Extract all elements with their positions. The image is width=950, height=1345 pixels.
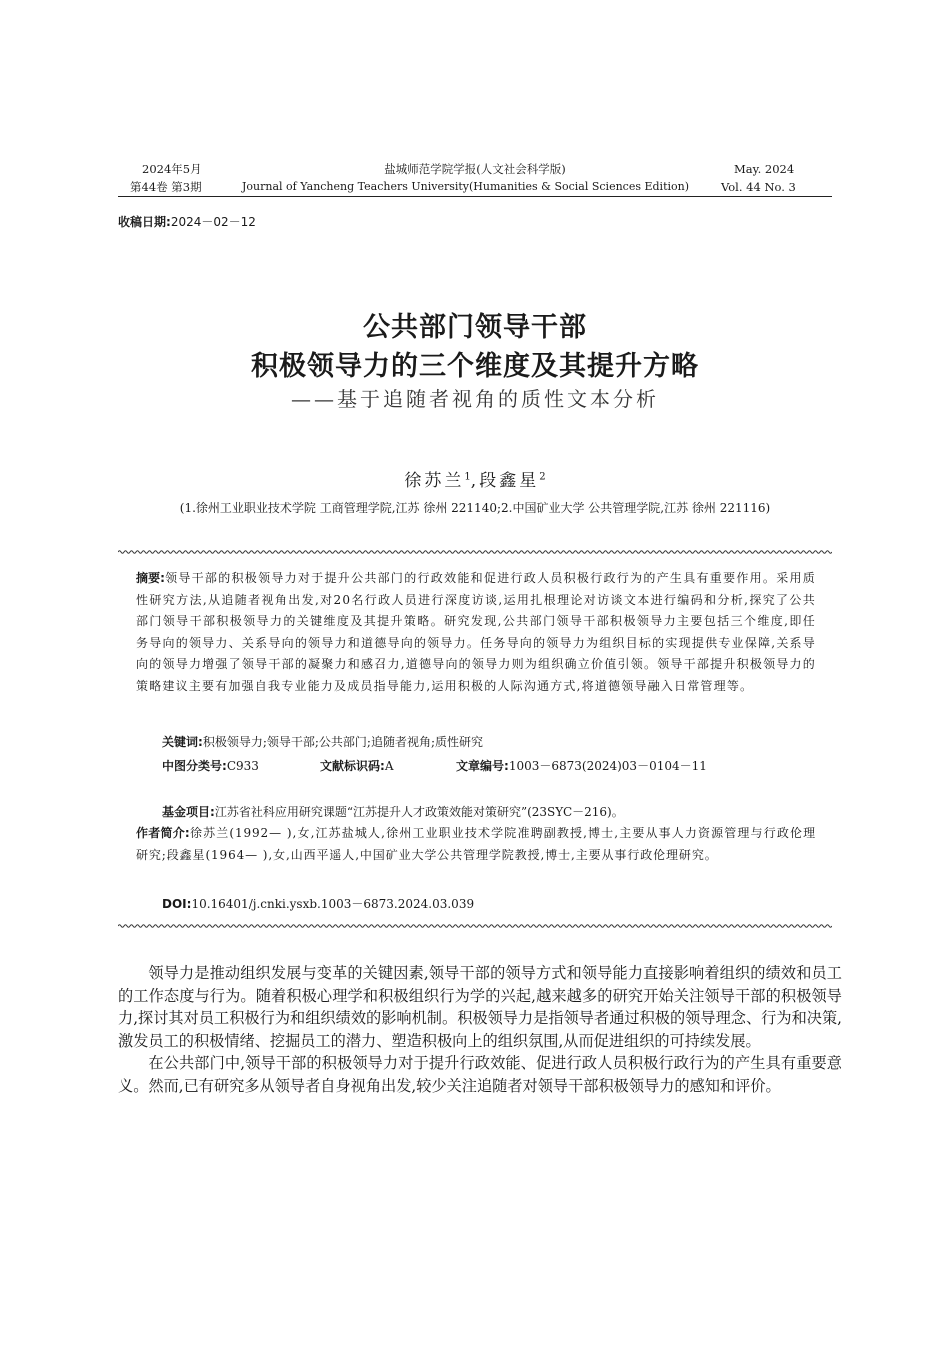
fund-label: 基金项目:: [162, 805, 215, 819]
bio-text: 徐苏兰(1992— ),女,江苏盐城人,徐州工业职业技术学院准聘副教授,博士,主要从事人力资源管理与行政伦理研究;段鑫星(1964— ),女,山西平遥人,中国矿业大学公共管理学院教授,博士,主要从事行政伦理研究。: [136, 826, 816, 862]
header-rule: [118, 196, 832, 197]
subtitle: ——基于追随者视角的质性文本分析: [291, 387, 659, 411]
doi: [162, 895, 474, 912]
article-number: [456, 757, 707, 774]
fund-text: 江苏省社科应用研究课题“江苏提升人才政策效能对策研究”(23SYC－216)。: [214, 805, 624, 819]
author-2-affil-mark: 2: [539, 471, 546, 483]
header-right-volume: Vol. 44 No. 3: [721, 180, 796, 194]
clc-label: 中图分类号:: [162, 759, 227, 773]
title-line-1: 公共部门领导干部: [363, 312, 587, 343]
doc-code-label: 文献标识码:: [320, 759, 385, 773]
article-number-value: 1003－6873(2024)03－0104－11: [508, 759, 707, 773]
authors: [0, 466, 950, 491]
clc-number: [162, 757, 259, 774]
doi-value: 10.16401/j.cnki.ysxb.1003－6873.2024.03.039: [191, 897, 475, 911]
author-bio: [136, 823, 816, 866]
keywords: [162, 733, 483, 750]
affiliation: (1.徐州工业职业技术学院 工商管理学院,江苏 徐州 221140;2.中国矿业大学 公共管理学院,江苏 徐州 221116): [179, 501, 771, 515]
wavy-divider-bottom: [118, 922, 832, 930]
abstract: [136, 568, 816, 698]
received-label: 收稿日期:: [118, 215, 171, 229]
title-line-2: 积极领导力的三个维度及其提升方略: [251, 351, 699, 382]
received-value: 2024－02－12: [170, 215, 256, 229]
fund: [162, 803, 624, 820]
author-1-affil-mark: 1: [464, 471, 471, 483]
author-separator: ,: [470, 471, 480, 491]
wavy-divider-top: [118, 548, 832, 556]
author-2: 段鑫星: [479, 471, 540, 491]
body-text: [118, 962, 842, 1098]
doi-label: DOI:: [162, 897, 192, 911]
clc-value: C933: [226, 759, 259, 773]
header-journal-en: Journal of Yancheng Teachers University(Humanities & Social Sciences Edition): [242, 180, 690, 193]
article-number-label: 文章编号:: [456, 759, 509, 773]
header-volume: 第44卷 第3期: [130, 180, 202, 194]
keywords-label: 关键词:: [162, 735, 203, 749]
header-right-date: May. 2024: [734, 162, 795, 176]
bio-label: 作者简介:: [136, 826, 190, 840]
body-paragraph-1: 领导力是推动组织发展与变革的关键因素,领导干部的领导方式和领导能力直接影响着组织的绩效和员工的工作态度与行为。随着积极心理学和积极组织行为学的兴起,越来越多的研究开始关注领导干部的积极领导力,探讨其对员工积极行为和组织绩效的影响机制。积极领导力是指领导者通过积极的领导理念、行为和决策,激发员工的积极情绪、挖掘员工的潜力、塑造积极向上的组织氛围,从而促进组织的可持续发展。: [118, 964, 842, 1050]
header-journal-cn: 盐城师范学院学报(人文社会科学版): [384, 162, 566, 176]
received-date: [118, 213, 256, 230]
header-date: 2024年5月: [142, 162, 202, 176]
abstract-text: 领导干部的积极领导力对于提升公共部门的行政效能和促进行政人员积极行政行为的产生具有重要作用。采用质性研究方法,从追随者视角出发,对20名行政人员进行深度访谈,运用扎根理论对访谈文本进行编码和分析,探究了公共部门领导干部积极领导力的关键维度及其提升策略。研究发现,公共部门领导干部积极领导力主要包括三个维度,即任务导向的领导力、关系导向的领导力和道德导向的领导力。任务导向的领导力为组织目标的实现提供专业保障,关系导向的领导力增强了领导干部的凝聚力和感召力,道德导向的领导力则为组织确立价值引领。领导干部提升积极领导力的策略建议主要有加强自我专业能力及成员指导能力,运用积极的人际沟通方式,将道德领导融入日常管理等。: [136, 571, 816, 693]
keywords-text: 积极领导力;领导干部;公共部门;追随者视角;质性研究: [202, 735, 483, 749]
body-paragraph-2: 在公共部门中,领导干部的积极领导力对于提升行政效能、促进行政人员积极行政行为的产生具有重要意义。然而,已有研究多从领导者自身视角出发,较少关注追随者对领导干部积极领导力的感知和评价。: [118, 1054, 842, 1095]
author-1: 徐苏兰: [404, 471, 465, 491]
doc-code-value: A: [384, 759, 394, 773]
abstract-label: 摘要:: [136, 571, 165, 585]
doc-code: [320, 757, 393, 774]
